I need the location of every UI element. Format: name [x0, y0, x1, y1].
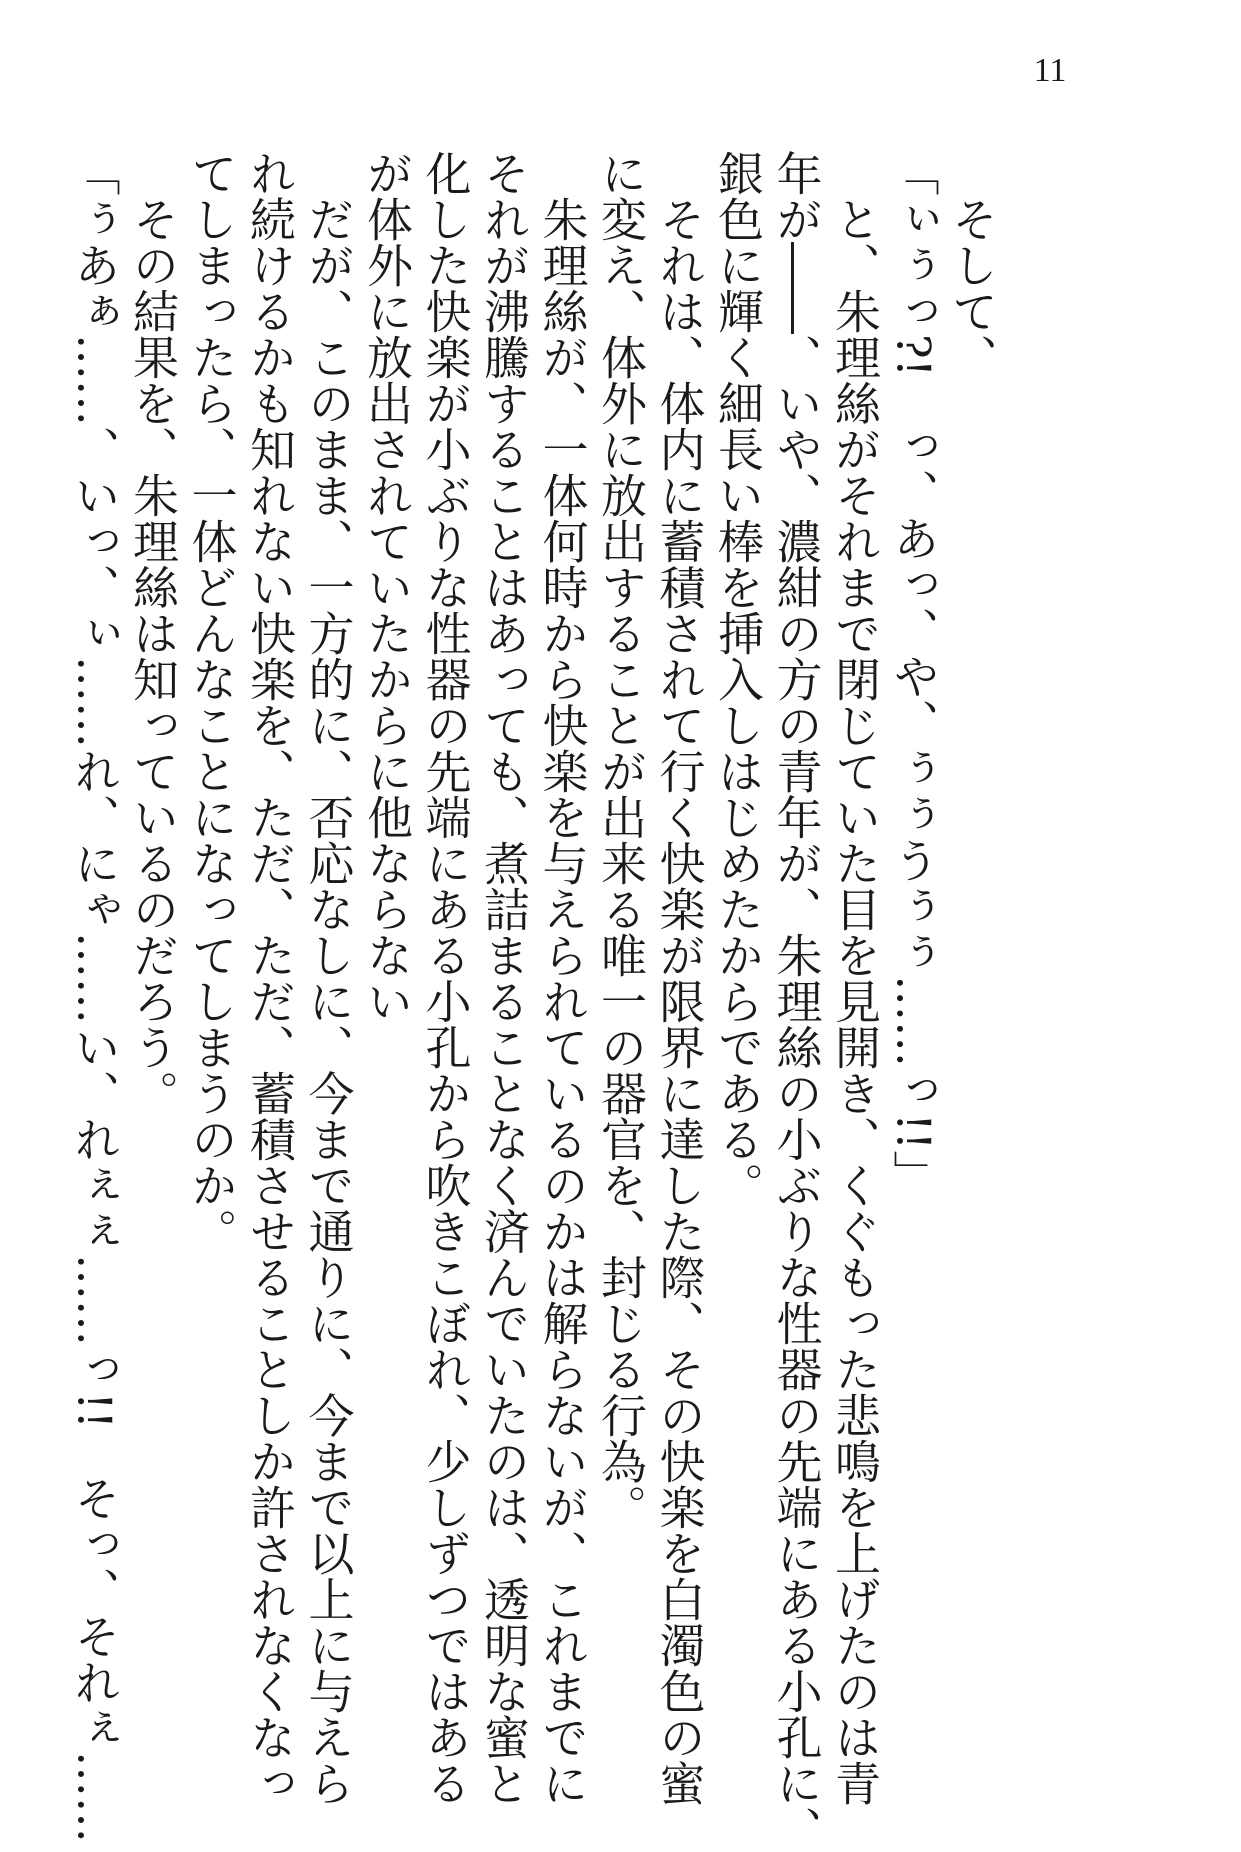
text-column: と、朱理絲がそれまで閉じていた目を見開き、くぐもった悲鳴を上げたのは青: [828, 150, 882, 1806]
text-column: 銀色に輝く細長い棒を挿入しはじめたからである。: [711, 150, 765, 1208]
text-column: 「ぃぅっ?! っ、あっ、や、ぅぅうぅぅ……っ!!」: [886, 150, 941, 1197]
text-column: に変え、体外に放出することが出来る唯一の器官を、封じる行為。: [594, 150, 648, 1530]
text-column: 化した快楽が小ぶりな性器の先端にある小孔から吹きこぼれ、少しずつではある: [418, 150, 473, 1806]
text-column: 「ぅあぁ……、いっ、ぃ……れ、にゃ……い、れぇぇ……っ!! そっ、それぇ……: [67, 150, 122, 1843]
text-column: だが、このまま、一方的に、否応なしに、今まで通りに、今まで以上に与えら: [301, 150, 356, 1806]
vertical-body-text: [65, 150, 1001, 1852]
text-column: それは、体内に蓄積されて行く快楽が限界に達した際、その快楽を白濁色の蜜: [652, 150, 707, 1806]
text-column: 朱理絲が、一体何時から快楽を与えられているのかは解らないが、これまでに: [535, 150, 590, 1806]
text-column: それが沸騰することはあっても、煮詰まることなく済んでいたのは、透明な蜜と: [477, 150, 531, 1806]
text-column: そして、: [945, 150, 999, 380]
text-column: が体外に放出されていたからに他ならない: [360, 150, 414, 1024]
page-number: 11: [1033, 52, 1067, 89]
text-column: れ続けるかも知れない快楽を、ただ、ただ、蓄積させることしか許されなくなっ: [243, 150, 297, 1806]
text-column: その結果を、朱理絲は知っているのだろう。: [126, 150, 180, 1116]
text-column: 年が――、いや、濃紺の方の青年が、朱理絲の小ぶりな性器の先端にある小孔に、: [769, 150, 824, 1852]
text-column: てしまったら、一体どんなことになってしまうのか。: [184, 150, 239, 1254]
